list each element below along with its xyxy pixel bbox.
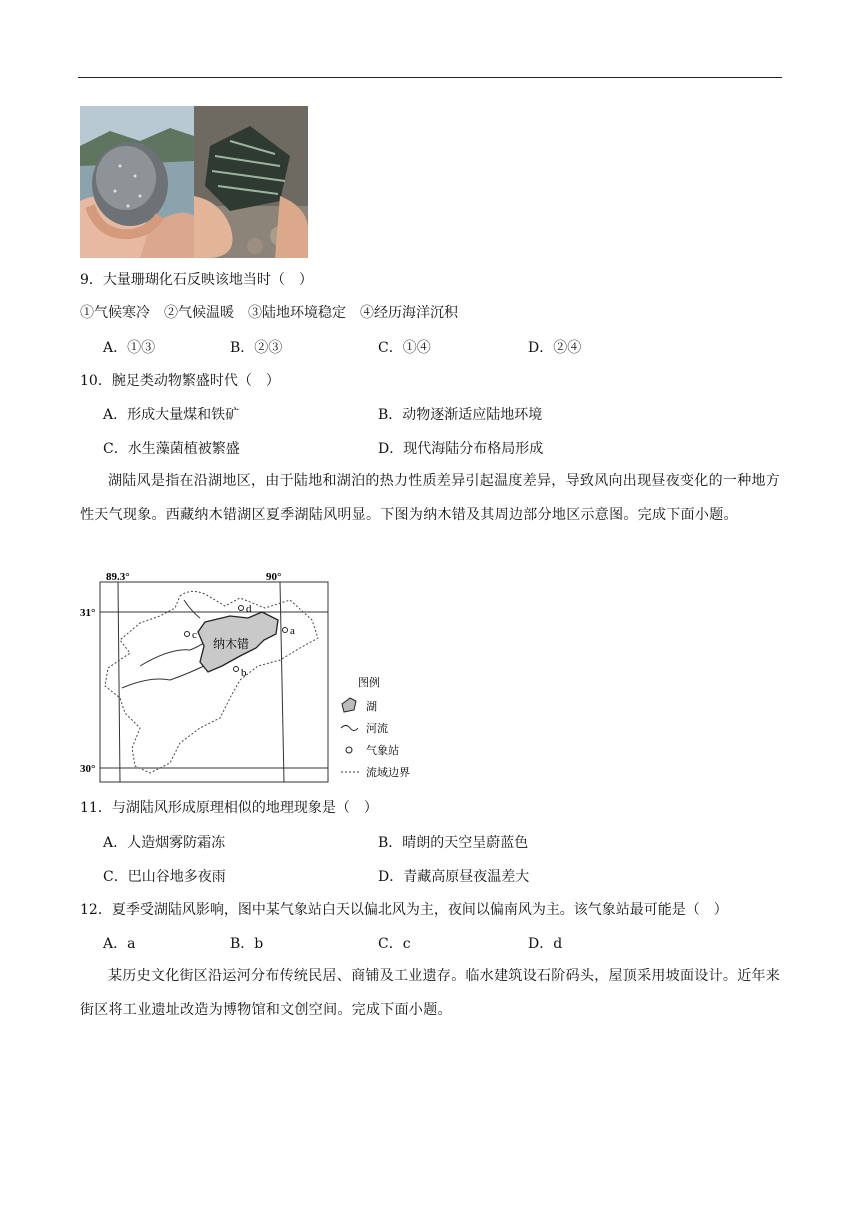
station-c-label: c [192, 629, 197, 641]
q11-option-c[interactable]: C．巴山谷地多夜雨 [103, 869, 226, 885]
q11-option-d[interactable]: D．青藏高原昼夜温差大 [378, 869, 530, 885]
label-lon-893: 89.3° [106, 571, 130, 583]
q12-option-a[interactable]: A．a [103, 936, 136, 952]
legend-lake-icon [342, 698, 356, 712]
legend-station-icon [346, 747, 352, 753]
legend-lake: 湖 [366, 700, 377, 713]
header-rule [78, 77, 782, 78]
q10-option-b[interactable]: B．动物逐渐适应陆地环境 [378, 407, 543, 423]
q10-stem: 10．腕足类动物繁盛时代（ ） [80, 373, 280, 389]
station-d-label: d [246, 603, 252, 615]
river-1 [122, 664, 208, 688]
river-3 [184, 600, 200, 618]
q11-option-b[interactable]: B．晴朗的天空呈蔚蓝色 [378, 835, 529, 851]
q9-option-c[interactable]: C．①④ [378, 340, 431, 356]
q10-option-a[interactable]: A．形成大量煤和铁矿 [103, 407, 240, 423]
q9-stem: 9．大量珊瑚化石反映该地当时（ ） [80, 272, 313, 288]
map-legend [341, 675, 410, 779]
q11-stem: 11．与湖陆风形成原理相似的地理现象是（ ） [80, 800, 378, 816]
station-c [185, 632, 190, 637]
rock-photos [80, 106, 308, 258]
lake-name: 纳木错 [213, 637, 250, 651]
legend-river-icon [341, 726, 358, 731]
legend-boundary: 流域边界 [366, 766, 410, 779]
passage-lake-land-breeze: 湖陆风是指在沿湖地区，由于陆地和湖泊的热力性质差异引起温度差异，导致风向出现昼夜变化的一种地方性天气现象。西藏纳木错湖区夏季湖陆风明显。下图为纳木错及其周边部分地区示意图。完成下面小题。 [80, 473, 781, 523]
label-lat-30: 30° [80, 763, 96, 775]
q9-option-d[interactable]: D．②④ [528, 340, 582, 356]
passage-historic-district: 某历史文化街区沿运河分布传统民居、商铺及工业遗存。临水建筑设石阶码头，屋顶采用坡面设计。近年来街区将工业遗址改造为博物馆和文创空间。完成下面小题。 [80, 968, 781, 1018]
q10-option-c[interactable]: C．水生藻菌植被繁盛 [103, 441, 240, 457]
q12-option-b[interactable]: B．b [230, 936, 264, 952]
label-lat-31: 31° [80, 607, 96, 619]
q10-option-d[interactable]: D．现代海陆分布格局形成 [378, 441, 544, 457]
label-lon-90: 90° [266, 571, 282, 583]
legend-river: 河流 [366, 722, 388, 735]
legend-title: 图例 [358, 676, 380, 689]
q12-stem: 12．夏季受湖陆风影响，图中某气象站白天以偏北风为主，夜间以偏南风为主。该气象站最可能是（ ） [80, 902, 728, 918]
station-b [234, 667, 239, 672]
q9-statements: ①气候寒冷 ②气候温暖 ③陆地环境稳定 ④经历海洋沉积 [80, 305, 458, 321]
station-d [239, 606, 244, 611]
q12-option-c[interactable]: C．c [378, 936, 411, 952]
legend-station: 气象站 [366, 744, 399, 757]
river-2 [140, 638, 208, 666]
station-a [283, 628, 288, 633]
station-b-label: b [241, 667, 247, 679]
photo-right [194, 106, 308, 258]
photo-left [80, 106, 194, 258]
namco-map [80, 568, 440, 786]
q9-option-b[interactable]: B．②③ [230, 340, 283, 356]
q9-option-a[interactable]: A．①③ [103, 340, 156, 356]
station-a-label: a [290, 625, 295, 637]
q11-option-a[interactable]: A．人造烟雾防霜冻 [103, 835, 226, 851]
q12-option-d[interactable]: D．d [528, 936, 563, 952]
